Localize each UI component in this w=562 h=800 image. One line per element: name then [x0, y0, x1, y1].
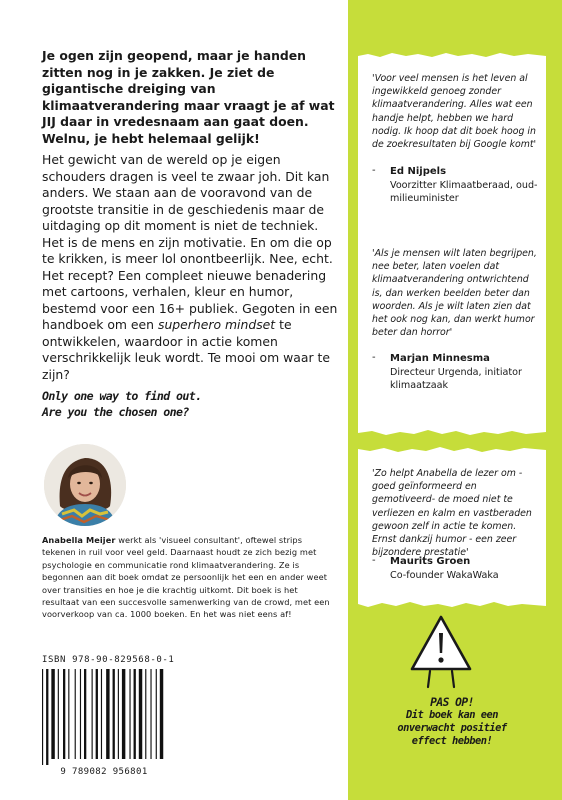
tagline [42, 388, 340, 420]
barcode-bar [150, 669, 151, 759]
author-photo [44, 444, 126, 526]
author-bio [42, 534, 332, 621]
barcode-bar [42, 669, 43, 765]
barcode-bar [68, 669, 69, 759]
torn-edge-bottom [358, 600, 546, 608]
barcode-bar [80, 669, 81, 759]
attribution-dash: - [372, 165, 376, 176]
quote-3-author: Maurits Groen [390, 556, 471, 567]
torn-edge-top [358, 52, 546, 60]
quote-1-text: 'Voor veel mensen is het leven al ingewikkeld genoeg zonder klimaatverandering. Alles wat een handje helpt, hebben we hard nodig. Ik hoop dat dit boek hoog in de zoekresultaten bij Google komt' [372, 73, 537, 151]
barcode-bar [160, 669, 163, 759]
torn-edge-bottom [358, 428, 546, 436]
barcode-bar [139, 669, 142, 759]
barcode-bar [113, 669, 115, 759]
warning-line-4: effect hebben! [411, 735, 493, 747]
barcode-bar [46, 669, 48, 765]
quote-2-text: 'Als je mensen wilt laten begrijpen, nee beter, laten voelen dat klimaatverandering ontwrichtend is, dan werken beelden beter dan woorden. Als je wilt laten zien dat het ook nog kan, dan werkt humor beter dan horror' [372, 248, 537, 339]
barcode-bar [106, 669, 109, 759]
warning-sign-icon [408, 613, 474, 691]
barcode-bar [96, 669, 98, 759]
barcode-bar [58, 669, 59, 759]
description-part-1: Het gewicht van de wereld op je eigen schouders dragen is veel te zwaar joh. Dit kan anders. We staan aan de vooravond van de grootste transitie in de geschiedenis maar de uitdaging op dit moment is niet de techniek. Het is de mens en zijn motivatie. En om die op te krikken, is meer lol onontbeerlijk. Nee, echt. Het recept? Een compleet nieuwe benadering met cartoons, verhalen, kleur en humor, bestemd voor een 16+ publiek. Gegoten in een handboek om een [42, 152, 338, 332]
isbn-label: ISBN 978-90-829568-0-1 [42, 655, 175, 665]
warning-line-3: onverwacht positief [397, 722, 507, 734]
barcode-bar [122, 669, 125, 759]
barcode-bar [63, 669, 65, 759]
barcode-bar [129, 669, 130, 759]
author-name: Anabella Meijer [42, 535, 116, 545]
quote-3-text: 'Zo helpt Anabella de lezer om -goed geïnformeerd en gemotiveerd- de moed niet te verliezen en kalm en vastberaden gewoon zelf in actie te komen. Ernst dankzij humor - een zeer bijzondere prestatie' [372, 468, 532, 559]
barcode-bar [118, 669, 119, 759]
torn-edge-top [358, 446, 546, 454]
description-emphasis: superhero mindset [157, 317, 276, 332]
barcode-bar [145, 669, 146, 759]
tagline-line-1: Only one way to find out. [42, 389, 202, 403]
barcode-bar [51, 669, 54, 759]
quote-1-author: Ed Nijpels [390, 166, 447, 177]
attribution-dash: - [372, 352, 376, 363]
barcode-bar [134, 669, 136, 759]
author-portrait-illustration [44, 444, 126, 526]
warning-line-2: Dit boek kan een [405, 709, 499, 721]
description-paragraph [42, 152, 340, 383]
quote-1-role: Voorzitter Klimaatberaad, oud-milieuminister [390, 180, 538, 204]
barcode-bar [156, 669, 157, 759]
quote-2-author: Marjan Minnesma [390, 353, 490, 364]
barcode-bar [92, 669, 93, 759]
barcode [42, 669, 166, 765]
barcode-bar [101, 669, 102, 759]
attribution-dash: - [372, 555, 376, 566]
quote-2-role: Directeur Urgenda, initiator klimaatzaak [390, 367, 522, 391]
barcode-bar [84, 669, 86, 759]
author-bio-text: werkt als 'visueel consultant', oftewel strips tekenen in ruil voor veel geld. Daarnaast houdt ze zich bezig met psychologie en communicatie rond klimaatverandering. Ze is begonnen aan dit boek omdat ze persoonlijk het een en ander weet over transities en hoe je die krachtig uitkomt. Dit boek is het resultaat van een succesvolle samenwerking van de crowd, met een voorverkoop van ca. 1000 boeken. En het was niet eens af! [42, 535, 330, 620]
intro-paragraph: Je ogen zijn geopend, maar je handen zitten nog in je zakken. Je ziet de gigantische dreiging van klimaatverandering maar vraagt je af wat JIJ daar in vredesnaam aan gaat doen. Welnu, je hebt helemaal gelijk! [42, 48, 335, 146]
barcode-bar [75, 669, 76, 759]
warning-title: PAS OP! [430, 696, 474, 709]
tagline-line-2: Are you the chosen one? [42, 405, 189, 419]
description-part-2: te ontwikkelen, waardoor in actie komen verschrikkelijk leuk wordt. Te mooi om waar te zijn? [42, 317, 330, 382]
quote-3-role: Co-founder WakaWaka [390, 570, 499, 581]
barcode-digits: 9 789082 956801 [60, 767, 148, 777]
warning-text [362, 696, 542, 748]
